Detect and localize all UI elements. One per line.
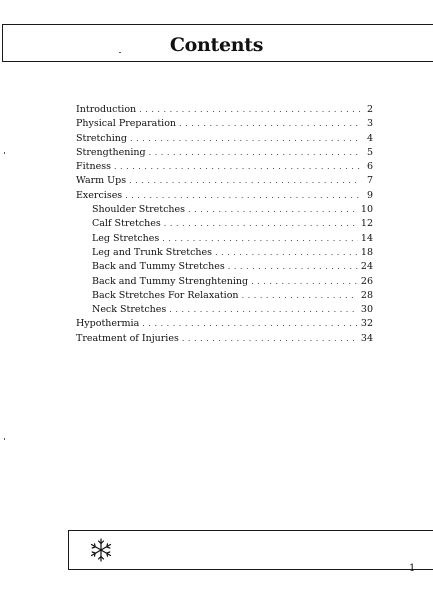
dot-leader	[142, 317, 358, 331]
footer-frame	[68, 530, 433, 570]
page-number: 1	[409, 563, 416, 574]
toc-entry-page: 28	[360, 289, 373, 301]
toc-entry-page: 14	[360, 232, 373, 244]
toc-entry-label: Calf Stretches	[92, 218, 161, 230]
toc-entry-page: 32	[360, 318, 373, 330]
toc-entry-label: Hypothermia	[76, 318, 140, 330]
dot-leader	[179, 117, 360, 131]
dot-leader	[139, 103, 360, 117]
toc-entry-label: Neck Stretches	[92, 304, 167, 316]
toc-entry-page: 24	[360, 261, 373, 273]
toc-subentry[interactable]	[76, 303, 373, 317]
toc-entry-label: Exercises	[76, 189, 123, 201]
toc-subentry[interactable]	[76, 260, 373, 274]
toc-subentry[interactable]	[76, 217, 373, 231]
toc-entry-page: 18	[360, 246, 373, 258]
toc-entry-page: 3	[366, 118, 373, 130]
scan-speck	[4, 438, 5, 440]
dot-leader	[125, 189, 360, 203]
toc-entry-page: 6	[366, 161, 373, 173]
toc-entry-label: Introduction	[76, 104, 137, 115]
toc-entry[interactable]	[76, 160, 373, 174]
page-title: Contents	[169, 34, 264, 56]
dot-leader	[162, 232, 358, 246]
toc-entry-label: Shoulder Stretches	[92, 204, 186, 216]
toc-entry-label: Strengthening	[76, 146, 146, 158]
toc-entry-label: Leg Stretches	[92, 232, 160, 244]
toc-entry-label: Back Stretches For Relaxation	[92, 289, 239, 301]
toc-subentry[interactable]	[76, 246, 373, 260]
toc-entry-page: 2	[366, 104, 373, 115]
toc-entry-label: Warm Ups	[76, 175, 127, 187]
toc-subentry[interactable]	[76, 289, 373, 303]
dot-leader	[188, 203, 358, 217]
toc-entry-label: Back and Tummy Strenghtening	[92, 275, 249, 287]
dot-leader	[130, 132, 360, 146]
toc-entry[interactable]	[76, 132, 373, 146]
dot-leader	[149, 146, 360, 160]
toc-entry[interactable]	[76, 146, 373, 160]
toc-entry-label: Leg and Trunk Stretches	[92, 246, 213, 258]
toc-entry-page: 4	[366, 132, 373, 144]
toc-entry-page: 5	[366, 146, 373, 158]
dot-leader	[182, 332, 358, 346]
dot-leader	[228, 260, 358, 274]
toc-entry-page: 12	[360, 218, 373, 230]
scan-speck	[4, 152, 5, 154]
dot-leader	[215, 246, 358, 260]
toc-entry-label: Fitness	[76, 161, 111, 173]
toc-subentry[interactable]	[76, 232, 373, 246]
toc-subentry[interactable]	[76, 275, 373, 289]
snowflake-icon	[88, 537, 114, 563]
toc-entry[interactable]	[76, 103, 373, 117]
toc-entry-page: 7	[366, 175, 373, 187]
dot-leader	[114, 160, 360, 174]
dot-leader	[242, 289, 358, 303]
toc-entry-page: 10	[360, 204, 373, 216]
dot-leader	[129, 174, 360, 188]
scan-speck	[119, 52, 121, 53]
toc-entry[interactable]	[76, 189, 373, 203]
toc-entry[interactable]	[76, 332, 373, 346]
toc-entry-label: Stretching	[76, 132, 127, 144]
toc-entry-page: 30	[360, 304, 373, 316]
toc-entry-label: Treatment of Injuries	[76, 332, 179, 344]
toc-entry-page: 9	[366, 189, 373, 201]
toc-entry-page: 26	[360, 275, 373, 287]
toc-entry-label: Back and Tummy Stretches	[92, 261, 225, 273]
table-of-contents	[76, 103, 373, 346]
dot-leader	[164, 217, 358, 231]
toc-entry[interactable]	[76, 174, 373, 188]
dot-leader	[251, 275, 358, 289]
toc-entry-page: 34	[360, 332, 373, 344]
toc-entry[interactable]	[76, 317, 373, 331]
toc-entry[interactable]	[76, 117, 373, 131]
toc-entry-label: Physical Preparation	[76, 118, 177, 130]
toc-subentry[interactable]	[76, 203, 373, 217]
dot-leader	[169, 303, 358, 317]
